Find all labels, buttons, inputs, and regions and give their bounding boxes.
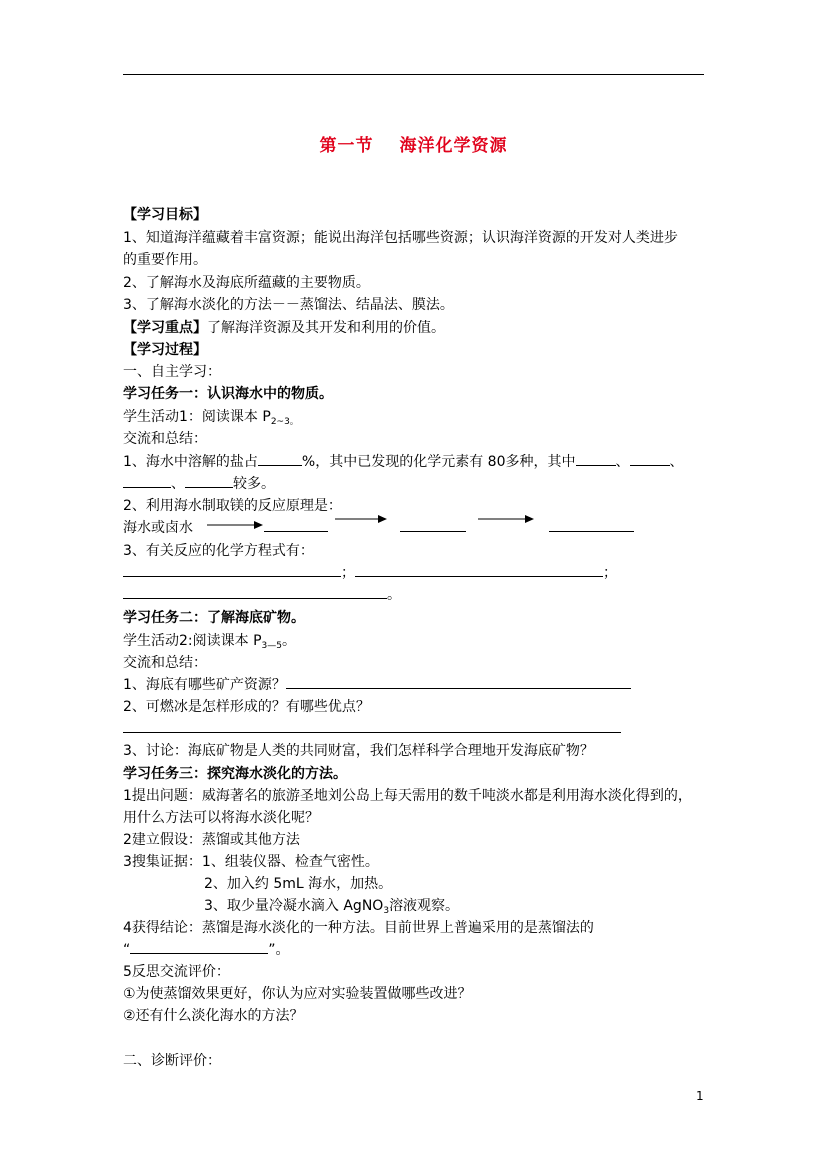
task3-s5: 5反思交流评价： <box>123 964 230 980</box>
task1-q3-line2 <box>123 585 401 605</box>
task3-s1a: 1提出问题：威海著名的旅游圣地刘公岛上每天需用的数千吨淡水都是利用海水淡化得到的， <box>123 788 692 804</box>
blank-element-1[interactable] <box>576 452 616 466</box>
blank-minerals[interactable] <box>286 675 631 689</box>
blank-element-4[interactable] <box>185 474 233 488</box>
task3-s4a: 4获得结论：蒸馏是海水淡化的一种方法。目前世界上普遍采用的是蒸馏法的 <box>123 920 594 936</box>
s4b-open-quote: “ <box>123 942 131 958</box>
blank-combustible-ice[interactable] <box>123 719 621 733</box>
task3-r2: ②还有什么淡化海水的方法？ <box>123 1008 304 1024</box>
task1-q3: 3、有关反应的化学方程式有： <box>123 543 314 559</box>
title-topic: 海洋化学资源 <box>399 136 508 156</box>
blank-salt-percent[interactable] <box>258 452 302 466</box>
q1-sep-2: 、 <box>669 454 684 470</box>
task1-q1 <box>123 452 684 472</box>
task1-activity-pages: 2~3。 <box>270 417 299 427</box>
task2-activity-end: 。 <box>281 633 296 649</box>
q1-text-b: %，其中已发现的化学元素有 80多种，其中 <box>301 454 576 470</box>
task2-title: 学习任务二：了解海底矿物。 <box>123 610 305 626</box>
arrow-icon <box>335 513 387 525</box>
key-point-heading: 【学习重点】 <box>123 320 207 336</box>
task3-s4b <box>123 940 290 960</box>
blank-element-2[interactable] <box>630 452 670 466</box>
eq-sep-2: ； <box>603 565 617 581</box>
task2-summary: 交流和总结： <box>123 655 207 671</box>
blank-distillation-name[interactable] <box>130 940 268 954</box>
title-section: 第一节 <box>319 136 374 156</box>
goal-1a: 1、知道海洋蕴藏着丰富资源；能说出海洋包括哪些资源；认识海洋资源的开发对人类进步 <box>123 230 678 246</box>
task3-title: 学习任务三：探究海水淡化的方法。 <box>123 766 347 782</box>
task1-q2-chain <box>123 518 193 538</box>
task2-q2-line <box>123 719 621 739</box>
s3c-text-pre: 3、取少量冷凝水滴入 AgNO <box>204 898 384 914</box>
q1-sep-1: 、 <box>615 454 630 470</box>
q1-text-a: 1、海水中溶解的盐占 <box>123 454 258 470</box>
task3-s3b: 2、加入约 5mL 海水，加热。 <box>204 876 393 892</box>
s3c-text-post: 溶液观察。 <box>389 898 460 914</box>
task2-q2: 2、可燃冰是怎样形成的？有哪些优点？ <box>123 699 370 715</box>
header-rule <box>123 74 704 75</box>
task3-s1b: 用什么方法可以将海水淡化呢？ <box>123 810 319 826</box>
blank-element-3[interactable] <box>123 474 171 488</box>
arrow-icon <box>478 513 534 525</box>
page-number: 1 <box>696 1089 704 1103</box>
goals-heading: 【学习目标】 <box>123 207 207 223</box>
blank-chain-2[interactable] <box>400 518 466 532</box>
blank-equation-3[interactable] <box>123 585 387 599</box>
process-heading: 【学习过程】 <box>123 342 207 358</box>
part2-heading: 二、诊断评价： <box>123 1053 221 1069</box>
q1-sep-3: 、 <box>171 476 185 492</box>
task1-q2: 2、利用海水制取镁的反应原理是： <box>123 498 342 514</box>
goal-1b: 的重要作用。 <box>123 252 207 268</box>
blank-chain-3[interactable] <box>549 518 634 532</box>
blank-equation-1[interactable] <box>123 563 341 577</box>
s3c-sub: 3 <box>383 906 390 916</box>
task1-q1-cont <box>123 474 275 494</box>
task2-q1-text: 1、海底有哪些矿产资源？ <box>123 677 286 693</box>
eq-end: 。 <box>387 587 401 603</box>
blank-chain-1[interactable] <box>264 518 328 532</box>
task1-title: 学习任务一：认识海水中的物质。 <box>123 386 333 402</box>
arrow-icon <box>207 519 263 531</box>
blank-equation-2[interactable] <box>355 563 603 577</box>
task2-activity-text: 学生活动2:阅读课本 P <box>123 633 262 649</box>
chain-start: 海水或卤水 <box>123 520 193 536</box>
goal-3: 3、了解海水淡化的方法－－蒸馏法、结晶法、膜法。 <box>123 297 454 313</box>
task3-s3a: 3搜集证据：1、组装仪器、检查气密性。 <box>123 854 379 870</box>
task3-s2: 2建立假设：蒸馏或其他方法 <box>123 832 300 848</box>
q1-text-d: 较多。 <box>233 476 275 492</box>
page-title <box>0 131 827 156</box>
s4b-close-quote: ”。 <box>268 942 290 958</box>
part1-heading: 一、自主学习： <box>123 364 221 380</box>
task1-summary: 交流和总结： <box>123 431 207 447</box>
key-point-text: 了解海洋资源及其开发和利用的价值。 <box>207 320 445 336</box>
task1-q3-line1 <box>123 563 617 583</box>
task2-activity-pages: 3—5 <box>261 641 282 651</box>
key-point <box>123 318 445 338</box>
task3-r1: ①为使蒸馏效果更好，你认为应对实验装置做哪些改进？ <box>123 986 472 1002</box>
goal-2: 2、了解海水及海底所蕴藏的主要物质。 <box>123 275 370 291</box>
task2-q1 <box>123 675 631 695</box>
task2-q3: 3、讨论：海底矿物是人类的共同财富，我们怎样科学合理地开发海底矿物？ <box>123 743 594 759</box>
task1-activity-text: 学生活动1：阅读课本 P <box>123 409 271 425</box>
eq-sep-1: ； <box>341 565 355 581</box>
